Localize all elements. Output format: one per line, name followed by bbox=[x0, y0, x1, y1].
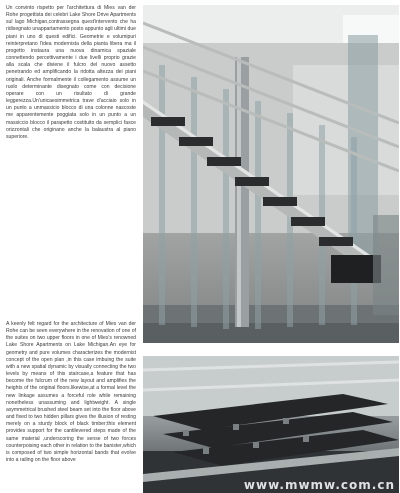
italian-paragraph: Un convinto rispetto per l'architettura di Mies van der Rohe progettista dei celebri Lake Shore Drive Apartments sul lago Michigan,contrassegna quest'intervento che ha ridisegnato unappartamento posto appunto agli ultimi due piani in uno di questi edifici. Geometrie e volumipuri reinterpretano l'idea modernista della pianta libera ma il progetto instaura una nuova dinamica spaziale connettendo percettivamente i due livelli proprio grazie alla scala che diviene il fulcro del nuovo assetto penetrando ed amplificando la ridotta altezza dei piani originali. Anche formalmente il collegamento assume un ruolo determinante disegnato come con decisione operare con un risultato di grande leggerezza.Un'unicaesimmetrica trave d'acciaio solo in un punto a unmassicio blocco di una colonne nascoste me apparentemente poggiata solo in un punto a un massiccio blocco il parapetto costituito da semplici fasce orizzontali che originano anche la balaustra al piano superiore. bbox=[6, 5, 136, 140]
watermark: www.mwmw.com.cn bbox=[243, 478, 395, 492]
stair-detail-photo bbox=[143, 356, 399, 493]
staircase-photo bbox=[143, 5, 399, 343]
english-paragraph: A keenly felt regard for the architecture of Mies van der Rohe can be seen everywhere in the renovation of one of the suites on two upper floors in one of Mies's renowned Lake Shore Apartments on Lake Michigan.An eye for geometry and pure volumes characterizes the modernist concept of the open plan ,in this case imbuing the suite with a new spatial dynamic by visually connecting the two levels by means of this staircase,a feature that has become the fulcrum of the new layout and amplifies the heights of the original floors.likewise,at a formal level the new linkage assumes a forceful role while remaining nonetheless unassuming and lightweight. A single asymmetrical brushed steel beam set into the floor above and fixed to two hidden pillars gives the illusion of resting merely on a sturdy block of black timber;this element provides support for the cantilevered steps made of the same material ,underscoring the sense of two forces counterpoising each other in relation to the banister,which is composed of two simple horizontal bands that evolve into a railing on the floor above bbox=[6, 321, 136, 463]
